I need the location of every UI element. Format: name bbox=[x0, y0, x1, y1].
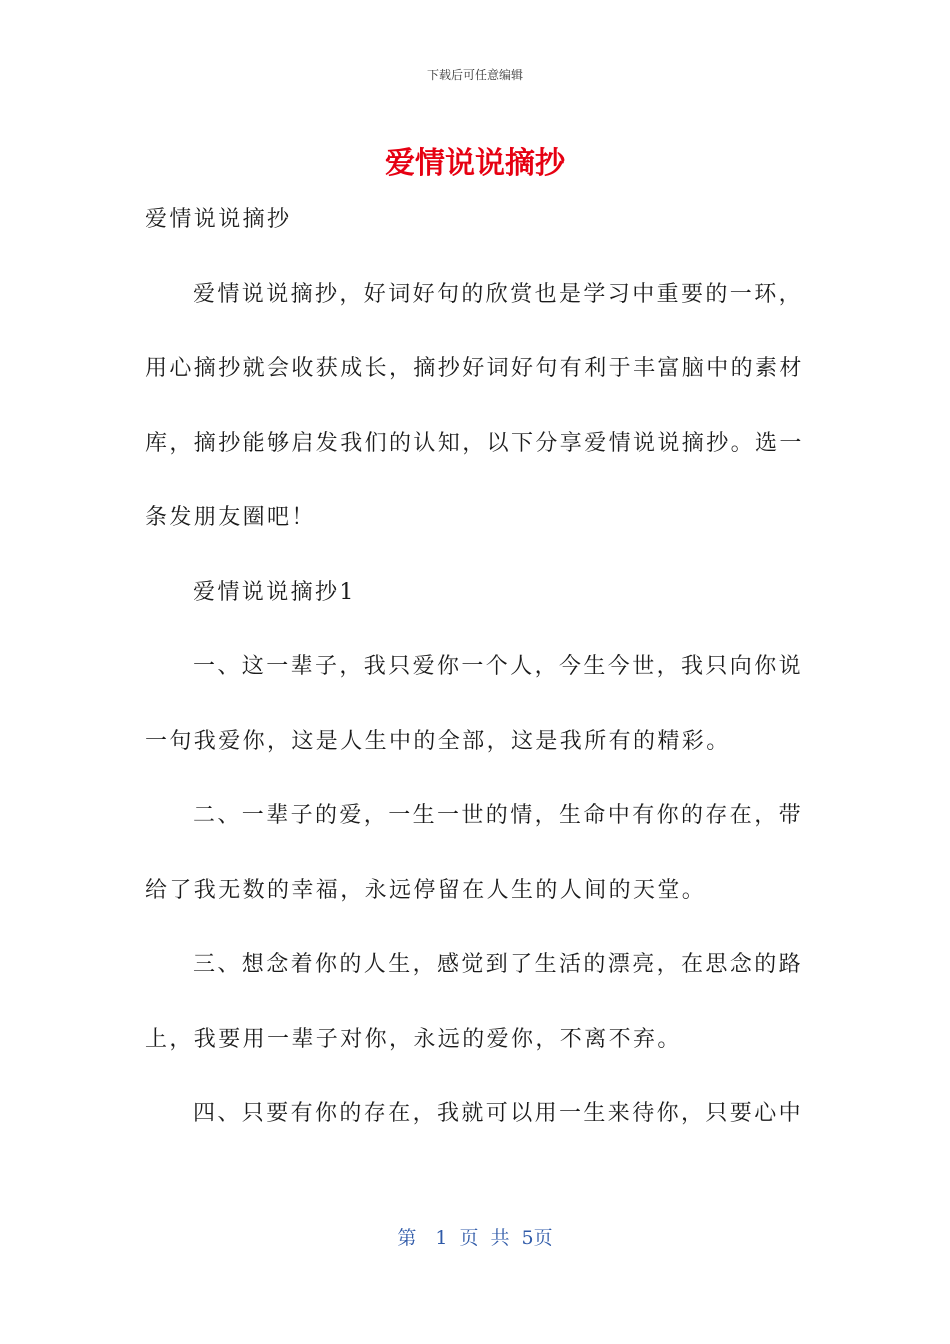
paragraph-line: 条发朋友圈吧！ bbox=[145, 505, 316, 530]
paragraph-line: 给了我无数的幸福，永远停留在人生的人间的天堂。 bbox=[145, 877, 707, 903]
subsection-heading: 爱情说说摘抄1 bbox=[193, 579, 356, 605]
paragraph-line: 一句我爱你，这是人生中的全部，这是我所有的精彩。 bbox=[145, 728, 731, 754]
document-title: 爱情说说摘抄 bbox=[385, 146, 565, 181]
paragraph-line: 用心摘抄就会收获成长，摘抄好词好句有利于丰富脑中的素材 bbox=[145, 356, 804, 381]
page-header-note: 下载后可任意编辑 bbox=[426, 68, 523, 82]
paragraph-line: 二、一辈子的爱，一生一世的情，生命中有你的存在，带 bbox=[193, 803, 804, 828]
document-body bbox=[145, 198, 804, 1167]
page-number-footer: 第 1 页 共 5页 bbox=[397, 1227, 553, 1249]
paragraph-line: 库，摘抄能够启发我们的认知，以下分享爱情说说摘抄。选一 bbox=[145, 430, 804, 456]
paragraph-line: 一、这一辈子，我只爱你一个人，今生今世，我只向你说 bbox=[193, 654, 804, 679]
paragraph-line: 爱情说说摘抄，好词好句的欣赏也是学习中重要的一环， bbox=[193, 281, 804, 307]
paragraph-line: 四、只要有你的存在，我就可以用一生来待你，只要心中 bbox=[193, 1101, 804, 1126]
paragraph-line: 三、想念着你的人生，感觉到了生活的漂亮，在思念的路 bbox=[193, 952, 804, 977]
section-heading: 爱情说说摘抄 bbox=[145, 207, 292, 232]
paragraph-line: 上，我要用一辈子对你，永远的爱你，不离不弃。 bbox=[145, 1026, 682, 1052]
